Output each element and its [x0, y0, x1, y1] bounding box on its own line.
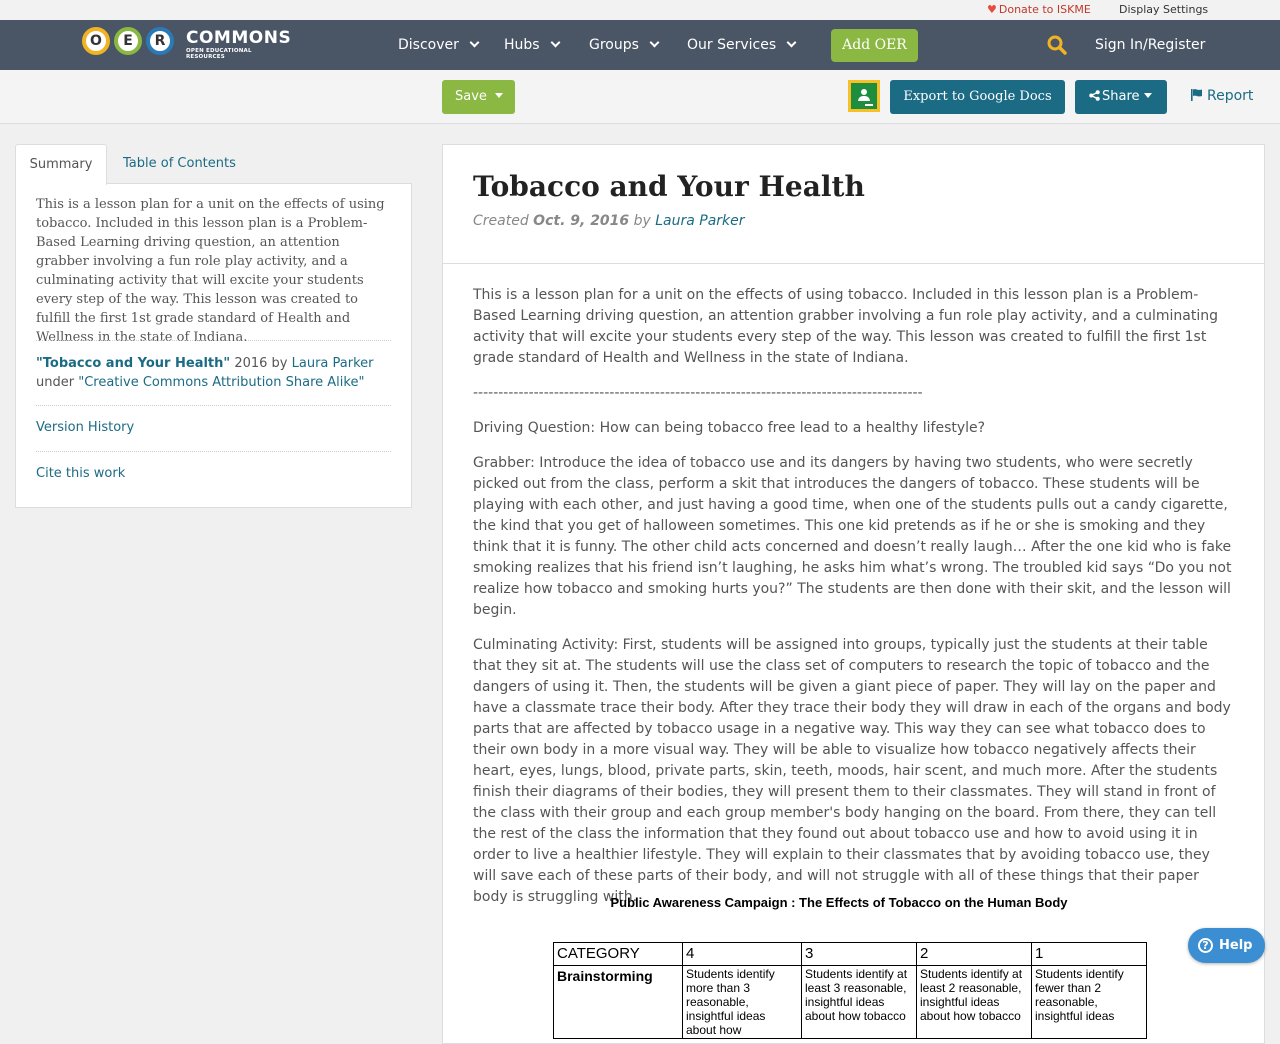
nav-hubs-label: Hubs: [504, 37, 540, 53]
sign-in-register-link[interactable]: Sign In/Register: [1095, 37, 1206, 53]
license-link[interactable]: "Creative Commons Attribution Share Alike": [78, 375, 365, 390]
resource-body: [473, 285, 1235, 922]
share-dropdown-button[interactable]: [1075, 80, 1167, 114]
divider: [36, 451, 391, 452]
rubric-header-cell: CATEGORY: [554, 943, 683, 966]
intro-paragraph: This is a lesson plan for a unit on the effects of using tobacco. Included in this lesson plan is a Problem-Based Learning driving question, an attention grabber involving a fun role play activity, and a culminating activity that will excite your students every step of the way. This lesson was created to fulfill the first 1st grade standard of Health and Wellness in the state of Indiana.: [473, 287, 1218, 366]
nav-hubs[interactable]: [504, 37, 559, 53]
created-label: Created: [473, 213, 529, 229]
rubric-cell: Students identify fewer than 2 reasonable, insightful ideas: [1032, 966, 1147, 1039]
google-classroom-icon[interactable]: [848, 80, 880, 112]
chevron-down-icon: [469, 38, 479, 48]
divider: [36, 405, 391, 406]
export-to-google-docs-button[interactable]: Export to Google Docs: [890, 80, 1065, 114]
heart-icon: ♥: [987, 3, 997, 16]
share-icon: [1089, 90, 1100, 101]
rubric-header-cell: 2: [917, 943, 1032, 966]
help-icon: ?: [1198, 938, 1213, 953]
main-nav: [0, 20, 1280, 70]
rubric-header-cell: 4: [683, 943, 802, 966]
attribution-title-link[interactable]: "Tobacco and Your Health": [36, 356, 231, 371]
nav-groups-label: Groups: [589, 37, 639, 53]
nav-groups[interactable]: [589, 37, 658, 53]
logo-letter-o: O: [82, 27, 110, 55]
rubric-cell: Students identify at least 2 reasonable, insightful ideas about how tobacco: [917, 966, 1032, 1039]
resource-action-bar: [0, 70, 1280, 124]
donate-link[interactable]: [987, 3, 1091, 16]
rubric-table: [553, 942, 1147, 1039]
author-link[interactable]: Laura Parker: [655, 213, 745, 229]
donate-label: Donate to ISKME: [998, 3, 1091, 16]
logo-tagline: OPEN EDUCATIONAL RESOURCES: [186, 48, 252, 60]
share-label: Share: [1102, 89, 1140, 104]
header-divider: [443, 263, 1264, 264]
culminating-activity-paragraph: Culminating Activity: First, students will be assigned into groups, typically just the students at their table that they sit at. The students will use the class set of computers to research the topic of tobacco and the dangers of using it. Then, the students will be given a giant piece of paper. They will lay on the paper and have a classmate trace their body. After they trace their body they will draw in each of the organs and body parts that are affected by tobacco usage in a negative way. This way they can see what tobacco does to their own body in a more visual way. They will be able to visualize how tobacco negatively affects their heart, eyes, lungs, blood, private parts, skin, teeth, moods, hair scent, and much more. After the students finish their diagrams of their bodies, they will present them to their classmates. They will stand in front of the class with their group and each group member's body hanging on the board. From there, they can tell the rest of the class the information that they found out about tobacco use and how to avoid using it in order to live a healthier lifestyle. They will explain to their classmates that by avoiding tobacco use, they will save each of these parts of their body, and will not struggle with all of these things that their paper body is struggling with.: [473, 637, 1231, 905]
tab-summary[interactable]: Summary: [15, 144, 107, 185]
save-dropdown-button[interactable]: [442, 80, 515, 114]
rubric-header-cell: 1: [1032, 943, 1147, 966]
grabber-paragraph: Grabber: Introduce the idea of tobacco use and its dangers by having two students, who were secretly picked out from the class, perform a skit that introduces the dangers of tobacco. These students will be playing with each other, and just having a good time, when one of the students pulls out a candy cigarette, the kind that you get of halloween sometimes. This one kid pretends as if he or she is smoking and they think that it is funny. The other child acts concerned and doesn’t really laugh… After the one kid who is fake smoking realizes that his friend isn’t laughing, he asks him what’s wrong. The troubled kid says “Do you not realize how tobacco and smoking hurts you?” The students are then done with their skit, and the lesson will begin.: [473, 455, 1232, 618]
rubric-row: [554, 966, 1147, 1039]
tab-table-of-contents[interactable]: Table of Contents: [123, 156, 236, 171]
help-label: Help: [1219, 938, 1253, 953]
save-label: Save: [455, 89, 487, 104]
classroom-bar-shape: [865, 104, 873, 106]
created-meta: [473, 213, 745, 229]
attribution-under: under: [36, 375, 75, 390]
display-settings-link[interactable]: Display Settings: [1119, 3, 1209, 16]
rubric-header-cell: 3: [802, 943, 917, 966]
chevron-down-icon: [550, 38, 560, 48]
nav-our-services[interactable]: [687, 37, 795, 53]
divider: [36, 340, 391, 341]
by-label: by: [633, 213, 651, 229]
classroom-head-shape: [861, 89, 867, 95]
add-oer-button[interactable]: Add OER: [831, 29, 918, 62]
dashed-divider: -----------------------------------------------------------------------------------------: [473, 385, 923, 401]
utility-bar: [0, 0, 1280, 20]
attribution-year-by: 2016 by: [234, 356, 288, 371]
logo-wordmark: COMMONS: [186, 28, 292, 48]
rubric-title: Public Awareness Campaign : The Effects of Tobacco on the Human Body: [610, 895, 1068, 910]
logo-letter-e: E: [114, 27, 142, 55]
report-label: Report: [1207, 88, 1254, 104]
google-classroom-icon-inner: [851, 83, 877, 109]
flag-icon: [1190, 88, 1203, 101]
version-history-link[interactable]: Version History: [36, 420, 135, 435]
nav-our-services-label: Our Services: [687, 37, 777, 53]
chevron-down-icon: [649, 38, 659, 48]
classroom-body-shape: [858, 96, 870, 101]
resource-content: [442, 144, 1265, 1044]
caret-down-icon: [1144, 93, 1152, 98]
attribution: [36, 354, 392, 392]
created-date: Oct. 9, 2016: [533, 213, 630, 229]
rubric-cell: Students identify at least 3 reasonable, insightful ideas about how tobacco: [802, 966, 917, 1039]
cite-this-work-link[interactable]: Cite this work: [36, 466, 126, 481]
summary-panel: [15, 183, 412, 508]
search-icon[interactable]: [1047, 35, 1067, 55]
sidebar-tabs: [15, 144, 412, 184]
nav-discover-label: Discover: [398, 37, 459, 53]
caret-down-icon: [495, 93, 503, 98]
rubric-header-row: [554, 943, 1147, 966]
nav-discover[interactable]: [398, 37, 478, 53]
rubric-category-cell: Brainstorming: [554, 966, 683, 1039]
chevron-down-icon: [787, 38, 797, 48]
driving-question-paragraph: Driving Question: How can being tobacco free lead to a healthy lifestyle?: [473, 420, 986, 436]
logo-letter-r: R: [146, 27, 174, 55]
attribution-author-link[interactable]: Laura Parker: [291, 356, 374, 371]
report-link[interactable]: [1190, 88, 1253, 104]
help-button[interactable]: [1188, 928, 1265, 963]
oer-commons-logo[interactable]: [82, 26, 292, 62]
rubric-cell: Students identify more than 3 reasonable, insightful ideas about how: [683, 966, 802, 1039]
summary-text: This is a lesson plan for a unit on the effects of using tobacco. Included in this lesson plan is a Problem-Based Learning driving question, an attention grabber involving a fun role play activity, and a culminating activity that will excite your students every step of the way. This lesson was created to fulfill the first 1st grade standard of Health and Wellness in the state of Indiana.: [36, 197, 385, 345]
resource-title: Tobacco and Your Health: [473, 170, 865, 203]
